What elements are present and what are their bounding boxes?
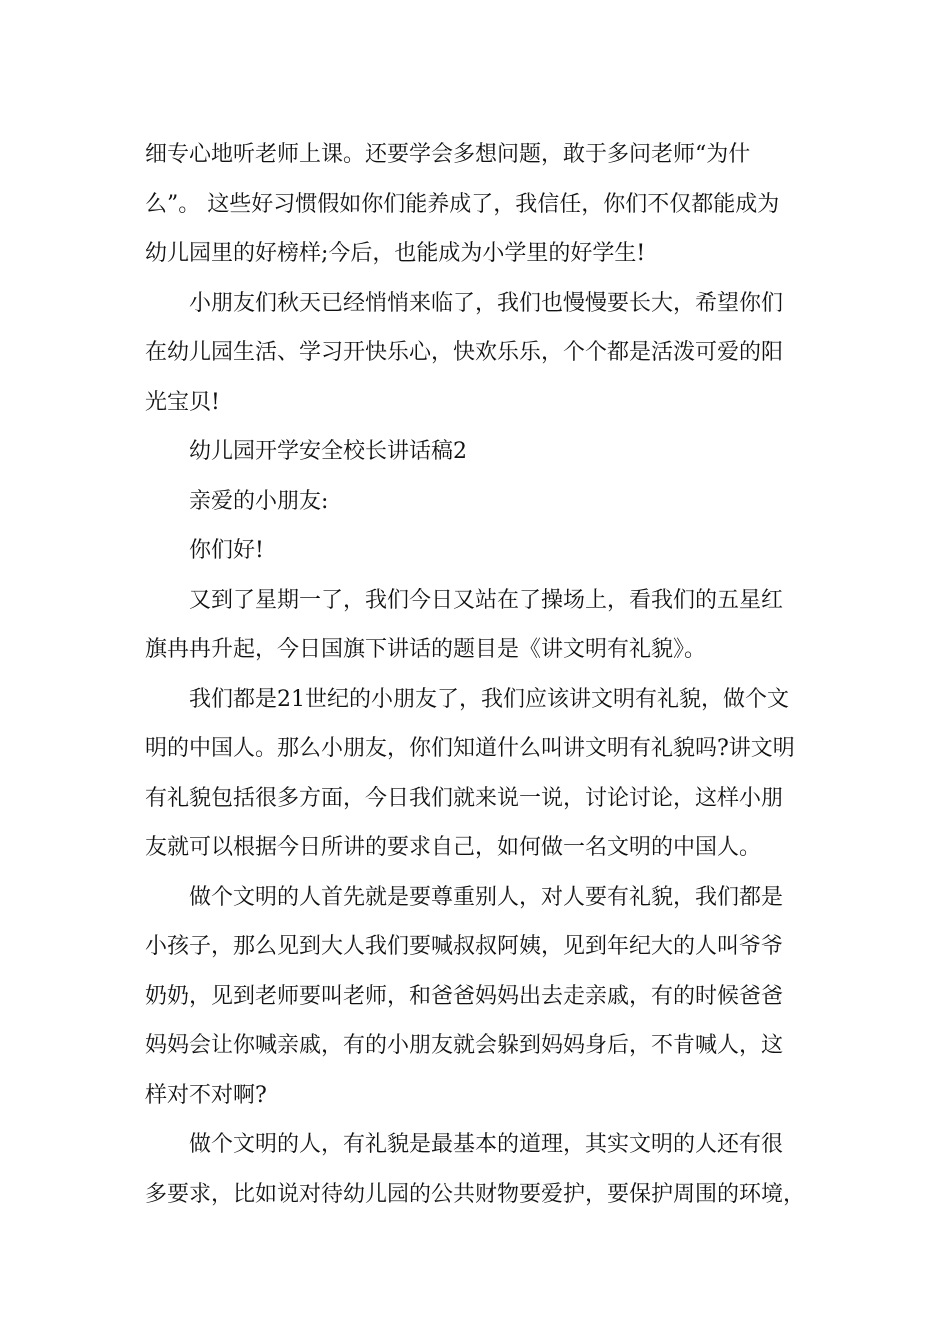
- text-line: 做个文明的人，有礼貌是最基本的道理，其实文明的人还有很: [189, 1132, 784, 1157]
- salutation: [145, 477, 810, 527]
- paragraph-autumn: [145, 279, 810, 428]
- text-line: 小朋友们秋天已经悄悄来临了，我们也慢慢要长大，希望你们: [189, 290, 784, 316]
- text-line: 妈妈会让你喊亲戚，有的小朋友就会躲到妈妈身后，不肯喊人，这: [145, 1033, 784, 1058]
- section-title: [145, 427, 810, 477]
- text-line: 旗冉冉升起，今日国旗下讲话的题目是《讲文明有礼貌》。: [145, 637, 707, 662]
- text-line: 小孩子，那么见到大人我们要喊叔叔阿姨，见到年纪大的人叫爷爷: [145, 934, 784, 959]
- text-line: 又到了星期一了，我们今日又站在了操场上，看我们的五星红: [189, 587, 784, 613]
- greeting: [145, 526, 810, 576]
- text-line: 我们都是21世纪的小朋友了，我们应该讲文明有礼貌，做个文: [189, 686, 789, 712]
- paragraph-civility-intro: [145, 675, 810, 873]
- text-line: 样对不对啊?: [145, 1082, 267, 1108]
- paragraph-habits: [145, 130, 810, 279]
- text-line: 明的中国人。那么小朋友，你们知道什么叫讲文明有礼貌吗?讲文明: [145, 736, 795, 761]
- text-line: 在幼儿园生活、学习开快乐心，快欢乐乐，个个都是活泼可爱的阳: [145, 340, 784, 365]
- text-line: 友就可以根据今日所讲的要求自己，如何做一名文明的中国人。: [145, 835, 762, 860]
- text-line: 做个文明的人首先就是要尊重别人，对人要有礼貌，我们都是: [189, 884, 784, 910]
- text-line: 多要求，比如说对待幼儿园的公共财物要爱护，要保护周围的环境，: [145, 1181, 806, 1207]
- paragraph-public-property: [145, 1120, 810, 1219]
- document-body: [145, 130, 810, 1219]
- text-line: 幼儿园里的好榜样;今后，也能成为小学里的好学生!: [145, 241, 646, 266]
- text-line: 奶奶，见到老师要叫老师，和爸爸妈妈出去走亲戚，有的时候爸爸: [145, 983, 784, 1009]
- text-line: 亲爱的小朋友:: [189, 488, 329, 514]
- text-line: 你们好!: [189, 538, 264, 563]
- text-line: 细专心地听老师上课。还要学会多想问题，敢于多问老师“为什: [145, 142, 751, 167]
- text-line: 么”。 这些好习惯假如你们能养成了，我信任，你们不仅都能成为: [145, 191, 780, 217]
- paragraph-flag-raising: [145, 576, 810, 675]
- text-line: 光宝贝!: [145, 389, 220, 415]
- text-line: 幼儿园开学安全校长讲话稿2: [189, 439, 467, 464]
- text-line: 有礼貌包括很多方面，今日我们就来说一说，讨论讨论，这样小朋: [145, 785, 784, 811]
- paragraph-respect: [145, 873, 810, 1121]
